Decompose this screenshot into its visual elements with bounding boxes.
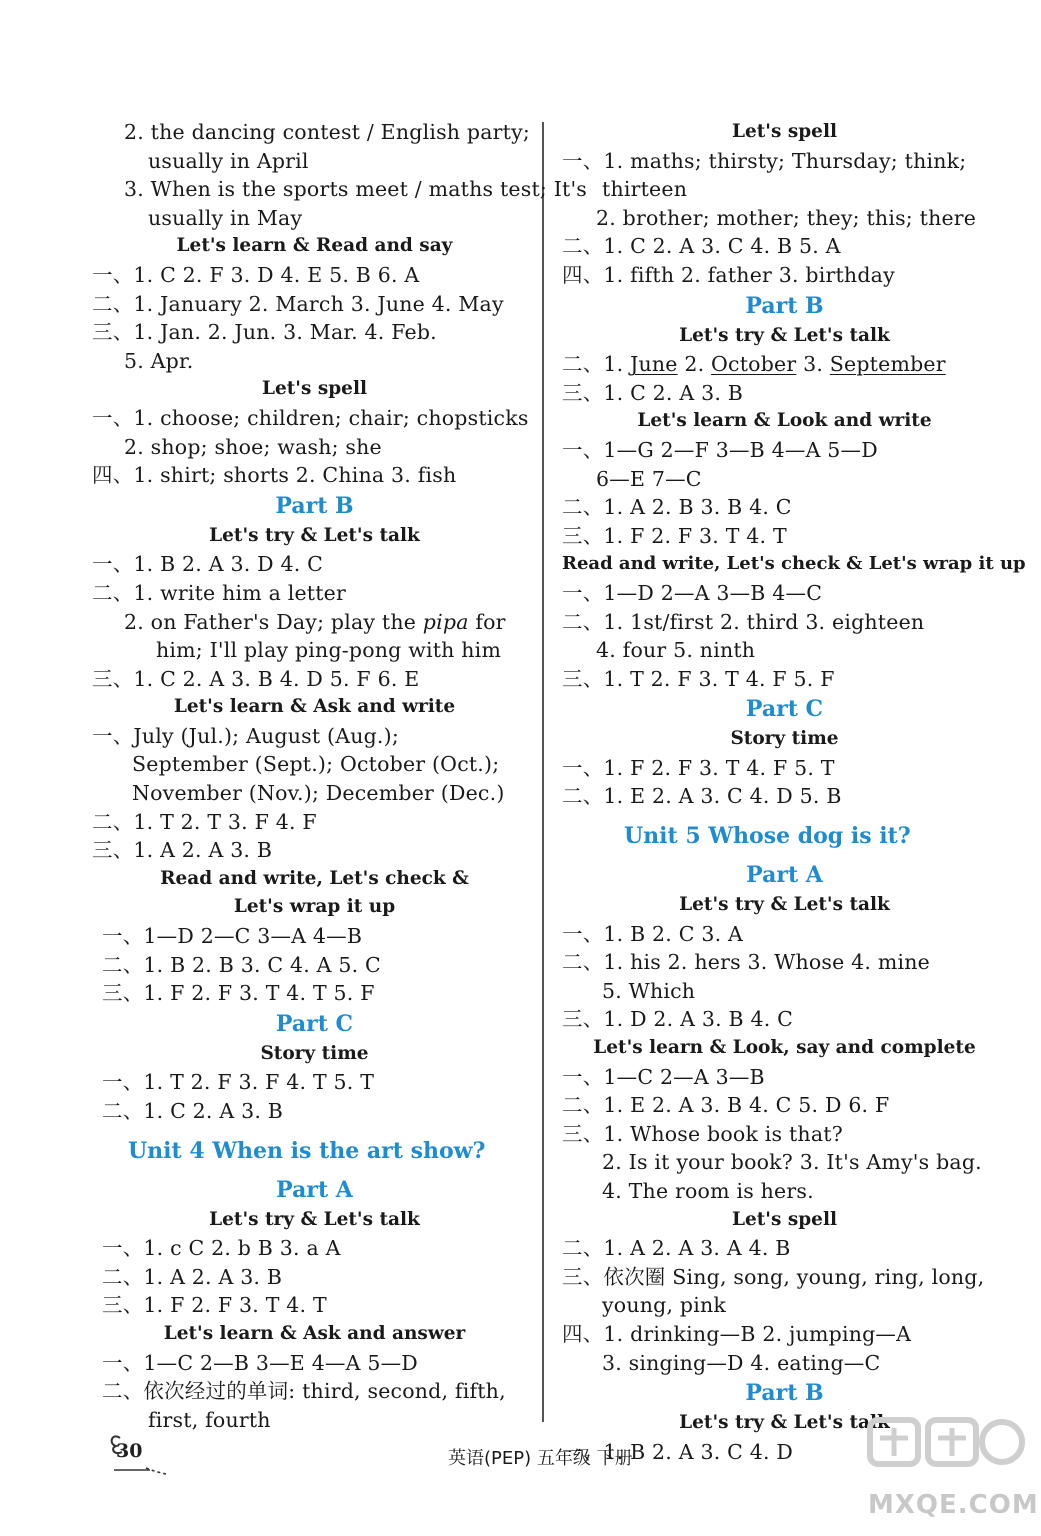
answer-line: 5. Which	[602, 978, 696, 1003]
answer-line: 2. brother; mother; they; this; there	[596, 205, 977, 230]
section-heading: Story time	[730, 728, 839, 750]
answer-line: 二、1. January 2. March 3. June 4. May	[92, 291, 504, 316]
answer-line: 一、1—C 2—B 3—E 4—A 5—D	[102, 1350, 418, 1375]
answer-text-underlined: October	[711, 352, 797, 377]
answer-text-underlined: September	[829, 352, 946, 377]
section-heading: Let's spell	[731, 1208, 838, 1230]
answer-line: 三、1. Jan. 2. Jun. 3. Mar. 4. Feb.	[92, 320, 437, 345]
section-heading: Read and write, Let's check &	[160, 867, 469, 889]
part-heading: Part B	[275, 492, 354, 519]
answer-line: 三、1. A 2. A 3. B	[92, 838, 273, 863]
answer-line: 二、1. E 2. A 3. C 4. D 5. B	[562, 784, 842, 809]
answer-line: 二、1. write him a letter	[92, 580, 347, 605]
part-heading: Part B	[745, 1380, 824, 1407]
answer-line: 一、1—D 2—A 3—B 4—C	[562, 580, 823, 605]
answer-line: 一、1. B 2. A 3. C 4. D	[562, 1439, 794, 1464]
section-heading: Story time	[260, 1042, 369, 1064]
answer-line: 二、1. his 2. hers 3. Whose 4. mine	[562, 950, 930, 975]
answer-line: 三、1. C 2. A 3. B	[562, 380, 744, 405]
answer-line: 2. Is it your book? 3. It's Amy's bag.	[602, 1150, 982, 1175]
answer-line: 一、July (Jul.); August (Aug.);	[92, 723, 399, 748]
section-heading: Let's learn & Ask and write	[173, 696, 456, 718]
answer-line: 四、1. drinking—B 2. jumping—A	[562, 1321, 912, 1346]
answer-line: 一、1. T 2. F 3. F 4. T 5. T	[102, 1070, 375, 1095]
answer-line: 3. singing—D 4. eating—C	[602, 1350, 881, 1375]
answer-line: usually in May	[148, 205, 303, 230]
answer-text: 2. on Father's Day; play the	[124, 609, 423, 634]
answer-line: 一、1—C 2—A 3—B	[562, 1064, 765, 1089]
part-heading: Part C	[275, 1010, 354, 1037]
answer-line: 4. four 5. ninth	[596, 638, 756, 663]
answer-line: him; I'll play ping-pong with him	[156, 638, 502, 663]
section-heading: Let's learn & Look, say and complete	[593, 1037, 976, 1059]
answer-line: 四、1. fifth 2. father 3. birthday	[562, 262, 895, 287]
answer-line: young, pink	[602, 1293, 726, 1318]
section-heading: Let's try & Let's talk	[209, 524, 420, 546]
answer-line	[92, 608, 537, 637]
column-divider	[542, 122, 544, 1422]
answer-line: 三、依次圈 Sing, song, young, ring, long,	[562, 1264, 985, 1289]
section-heading: Let's try & Let's talk	[679, 324, 890, 346]
answer-line: 一、1—D 2—C 3—A 4—B	[102, 924, 363, 949]
section-heading: Let's learn & Read and say	[176, 235, 453, 257]
answer-line: November (Nov.); December (Dec.)	[132, 781, 505, 806]
answer-line: 3. When is the sports meet / maths test; It's	[124, 177, 588, 202]
answer-text: 3.	[796, 352, 830, 377]
section-heading: Let's spell	[261, 378, 368, 400]
answer-line	[562, 350, 1007, 379]
section-heading: Let's learn & Look and write	[637, 410, 932, 432]
answer-text-underlined: June	[630, 352, 678, 377]
part-heading: Part C	[745, 696, 824, 723]
answer-line: 三、1. Whose book is that?	[562, 1121, 843, 1146]
answer-text: for	[468, 609, 506, 634]
unit-heading: Unit 4 When is the art show?	[128, 1137, 486, 1164]
answer-line: 三、1. D 2. A 3. B 4. C	[562, 1007, 794, 1032]
answer-line: 一、1. F 2. F 3. T 4. F 5. T	[562, 755, 835, 780]
answer-line: 5. Apr.	[124, 348, 194, 373]
answer-line: 一、1. B 2. A 3. D 4. C	[92, 552, 324, 577]
section-heading: Let's learn & Ask and answer	[163, 1322, 466, 1344]
answer-line: 三、1. F 2. F 3. T 4. T 5. F	[102, 981, 375, 1006]
answer-line: 二、1. C 2. A 3. B	[102, 1099, 284, 1123]
part-heading: Part B	[745, 292, 824, 319]
section-heading: Let's try & Let's talk	[679, 894, 890, 916]
answer-line: 三、1. T 2. F 3. T 4. F 5. F	[562, 666, 835, 691]
left-column	[92, 118, 588, 1434]
answer-text-italic: pipa	[422, 609, 469, 634]
answer-line: 一、1. c C 2. b B 3. a A	[102, 1236, 341, 1261]
answer-line: 2. the dancing contest / English party;	[124, 120, 530, 144]
part-heading: Part A	[276, 1176, 353, 1203]
answer-line: first, fourth	[148, 1407, 271, 1432]
answer-line: 二、1. A 2. B 3. B 4. C	[562, 495, 792, 520]
answer-line: 三、1. C 2. A 3. B 4. D 5. F 6. E	[92, 666, 420, 691]
answer-line: 二、1. 1st/first 2. third 3. eighteen	[562, 609, 925, 634]
answer-line: 2. shop; shoe; wash; she	[124, 434, 382, 459]
answer-text: 2.	[677, 352, 712, 377]
section-heading: Let's try & Let's talk	[679, 1412, 890, 1434]
section-heading: Let's wrap it up	[233, 896, 396, 918]
section-heading: Read and write, Let's check & Let's wrap it up	[562, 553, 1026, 575]
answer-line: 二、依次经过的单词: third, second, fifth,	[102, 1379, 506, 1404]
right-column	[562, 118, 1026, 1466]
answer-line: 一、1. choose; children; chair; chopsticks	[92, 405, 529, 430]
answer-line: thirteen	[602, 177, 688, 202]
unit-heading: Unit 5 Whose dog is it?	[624, 823, 911, 850]
answer-line: 二、1. A 2. A 3. B	[102, 1264, 283, 1289]
answer-line: 三、1. F 2. F 3. T 4. T	[102, 1293, 327, 1318]
answer-line: September (Sept.); October (Oct.);	[132, 752, 500, 777]
answer-text: 二、1.	[562, 352, 631, 377]
answer-line: usually in April	[148, 148, 309, 173]
answer-line: 四、1. shirt; shorts 2. China 3. fish	[92, 463, 457, 488]
answer-line: 一、1. C 2. F 3. D 4. E 5. B 6. A	[92, 262, 420, 287]
answer-line: 二、1. C 2. A 3. C 4. B 5. A	[562, 234, 841, 259]
answer-line: 二、1. T 2. T 3. F 4. F	[92, 809, 317, 834]
answer-line: 二、1. B 2. B 3. C 4. A 5. C	[102, 952, 381, 977]
page-number: 30	[116, 1440, 143, 1462]
answer-line: 6—E 7—C	[596, 466, 702, 491]
answer-line: 二、1. E 2. A 3. B 4. C 5. D 6. F	[562, 1093, 890, 1118]
book-title: 英语(PEP) 五年级 下册	[448, 1448, 633, 1469]
answer-line: 一、1. maths; thirsty; Thursday; think;	[562, 148, 967, 173]
answer-line: 4. The room is hers.	[602, 1179, 814, 1203]
answer-line: 一、1—G 2—F 3—B 4—A 5—D	[562, 437, 878, 462]
section-heading: Let's spell	[731, 121, 838, 142]
answer-line: 一、1. B 2. C 3. A	[562, 921, 744, 946]
watermark-text: MXQE.COM	[868, 1490, 1039, 1520]
part-heading: Part A	[746, 862, 823, 889]
section-heading: Let's try & Let's talk	[209, 1208, 420, 1230]
answer-line: 二、1. A 2. A 3. A 4. B	[562, 1236, 791, 1261]
answer-line: 三、1. F 2. F 3. T 4. T	[562, 523, 787, 548]
